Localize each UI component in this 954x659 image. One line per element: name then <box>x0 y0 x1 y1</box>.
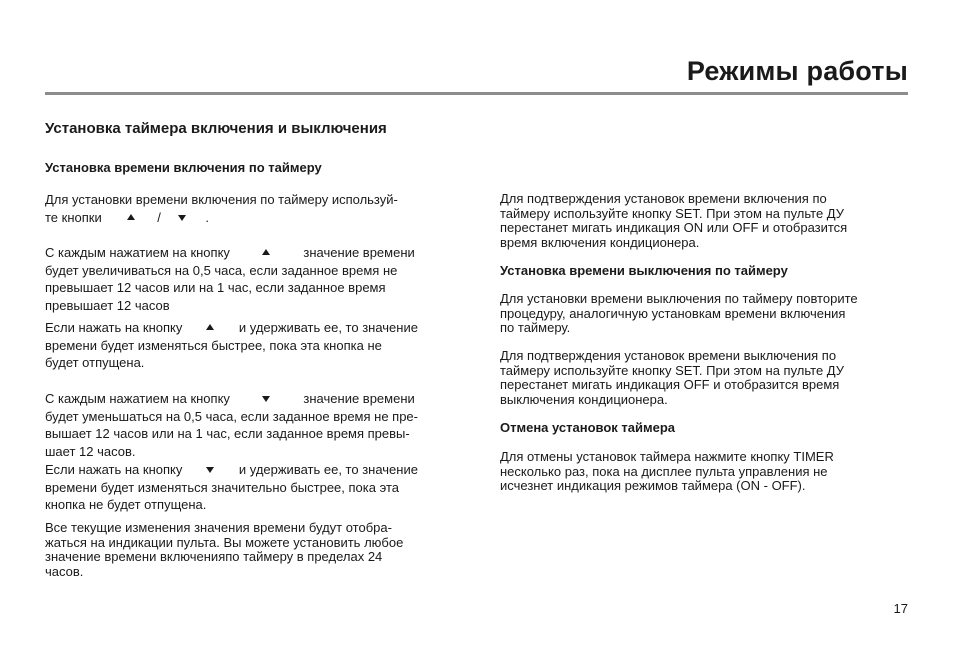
right-subheading-2: Отмена установок таймера <box>500 420 676 435</box>
line: жаться на индикации пульта. Вы можете установить любое <box>45 534 404 550</box>
line <box>45 319 455 337</box>
line: Для установки времени выключения по таймеру повторите <box>500 291 858 306</box>
text: значение времени <box>303 245 415 260</box>
line: Для подтверждения установок времени включения по <box>500 191 827 206</box>
text: и удерживать ее, то значение <box>238 320 418 335</box>
right-subheading-1: Установка времени выключения по таймеру <box>500 263 788 278</box>
left-paragraph-5 <box>45 461 455 514</box>
line <box>45 461 455 479</box>
right-paragraph-1 <box>500 192 908 250</box>
line: шает 12 часов. <box>45 443 136 459</box>
down-arrow-icon <box>262 396 270 402</box>
section-heading: Установка таймера включения и выключения <box>45 120 387 137</box>
line: несколько раз, пока на дисплее пульта управления не <box>500 463 828 479</box>
line: по таймеру. <box>500 320 571 335</box>
line: Для установки времени включения по таймеру используй- <box>45 192 398 207</box>
line: будет отпущена. <box>45 355 145 370</box>
line: перестанет мигать индикация ON или OFF и отобразится <box>500 220 848 235</box>
line: будет уменьшаться на 0,5 часа, если заданное время не пре- <box>45 408 418 424</box>
left-paragraph-1 <box>45 191 455 226</box>
line: выключения кондиционера. <box>500 391 668 407</box>
line: часов. <box>45 563 84 579</box>
right-paragraph-3 <box>500 349 908 407</box>
right-paragraph-4 <box>500 450 908 494</box>
left-paragraph-6 <box>45 521 453 579</box>
line: времени будет изменяться быстрее, пока эта кнопка не <box>45 337 382 353</box>
line: значение времени включенияпо таймеру в пределах 24 <box>45 549 383 564</box>
line: Для отмены установок таймера нажмите кнопку TIMER <box>500 449 834 464</box>
text: Если нажать на кнопку <box>45 462 183 477</box>
line: процедуру, аналогичную установкам времени включения <box>500 305 846 321</box>
line: таймеру используйте кнопку SET. При этом на пульте ДУ <box>500 205 844 221</box>
title-rule <box>45 92 908 95</box>
text: те кнопки <box>45 209 102 225</box>
text: С каждым нажатием на кнопку <box>45 391 230 406</box>
line <box>45 209 455 227</box>
line: время включения кондиционера. <box>500 234 700 250</box>
line: таймеру используйте кнопку SET. При этом на пульте ДУ <box>500 362 844 378</box>
line: исчезнет индикация режимов таймера (ON - OFF). <box>500 478 806 493</box>
up-arrow-icon <box>262 249 270 255</box>
left-paragraph-3 <box>45 319 455 372</box>
text: значение времени <box>303 391 415 406</box>
up-arrow-icon <box>127 214 135 220</box>
line <box>45 390 470 408</box>
line: вышает 12 часов или на 1 час, если заданное время превы- <box>45 426 410 441</box>
line: Все текущие изменения значения времени будут отобра- <box>45 520 392 535</box>
right-paragraph-2 <box>500 292 908 336</box>
separator: / <box>157 209 161 225</box>
line: будет увеличиваться на 0,5 часа, если заданное время не <box>45 262 398 278</box>
line: перестанет мигать индикация OFF и отобразится время <box>500 377 840 392</box>
page-title: Режимы работы <box>686 56 908 86</box>
text: . <box>205 209 209 225</box>
line: превышает 12 часов <box>45 297 170 313</box>
left-paragraph-4 <box>45 390 470 460</box>
line: кнопка не будет отпущена. <box>45 497 207 512</box>
line: времени будет изменяться значительно быстрее, пока эта <box>45 479 399 495</box>
left-subheading: Установка времени включения по таймеру <box>45 160 322 175</box>
left-paragraph-2 <box>45 244 455 314</box>
line <box>45 244 455 262</box>
line: Для подтверждения установок времени выключения по <box>500 348 837 363</box>
down-arrow-icon <box>206 467 214 473</box>
text: и удерживать ее, то значение <box>238 462 418 477</box>
text: С каждым нажатием на кнопку <box>45 245 230 260</box>
text: Если нажать на кнопку <box>45 320 183 335</box>
line: превышает 12 часов или на 1 час, если заданное время <box>45 280 386 295</box>
page-number: 17 <box>893 601 908 616</box>
down-arrow-icon <box>178 215 186 221</box>
up-arrow-icon <box>206 324 214 330</box>
